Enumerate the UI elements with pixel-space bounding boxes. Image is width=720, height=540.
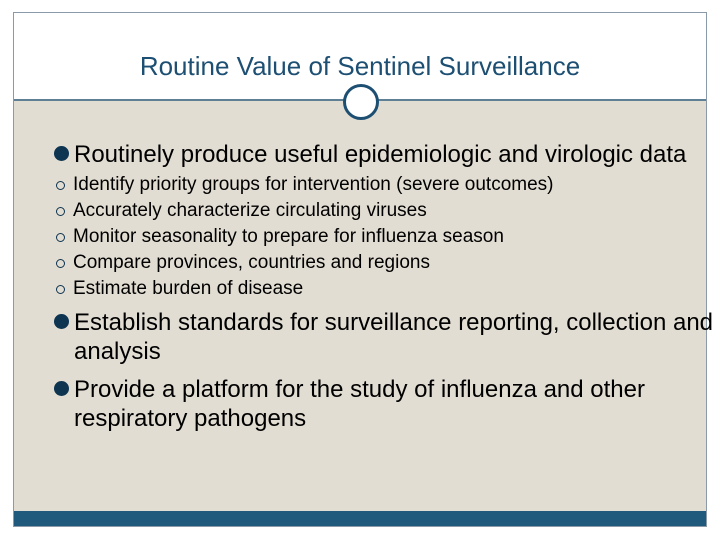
sub-bullet-item [56, 172, 714, 198]
hollow-circle-icon [56, 207, 65, 216]
bullet-text: Provide a platform for the study of influenza and other respiratory pathogens [74, 376, 645, 432]
bullet-text: Establish standards for surveillance reporting, collection and analysis [74, 309, 714, 365]
bullet-item [54, 308, 714, 366]
sub-bullet-text: Compare provinces, countries and regions [73, 252, 430, 273]
circle-ornament-icon [343, 84, 379, 120]
bullet-item [54, 375, 714, 433]
slide [13, 12, 714, 527]
sub-bullet-list [56, 172, 714, 302]
sub-bullet-text: Monitor seasonality to prepare for influenza season [73, 226, 504, 247]
bullet-text: Routinely produce useful epidemiologic and virologic data [74, 141, 687, 168]
sub-bullet-text: Identify priority groups for intervention (severe outcomes) [73, 174, 554, 195]
bullet-dot-icon [54, 381, 69, 396]
sub-bullet-item [56, 198, 714, 224]
sub-bullet-text: Estimate burden of disease [73, 278, 304, 299]
bullet-dot-icon [54, 314, 69, 329]
hollow-circle-icon [56, 233, 65, 242]
bullet-dot-icon [54, 146, 69, 161]
hollow-circle-icon [56, 181, 65, 190]
footer-band [14, 511, 706, 526]
hollow-circle-icon [56, 259, 65, 268]
slide-title: Routine Value of Sentinel Surveillance [139, 51, 581, 81]
sub-bullet-item [56, 276, 714, 302]
bullet-item [54, 140, 714, 169]
sub-bullet-text: Accurately characterize circulating viruses [73, 200, 427, 221]
hollow-circle-icon [56, 285, 65, 294]
sub-bullet-item [56, 224, 714, 250]
sub-bullet-item [56, 250, 714, 276]
slide-content [54, 140, 714, 433]
